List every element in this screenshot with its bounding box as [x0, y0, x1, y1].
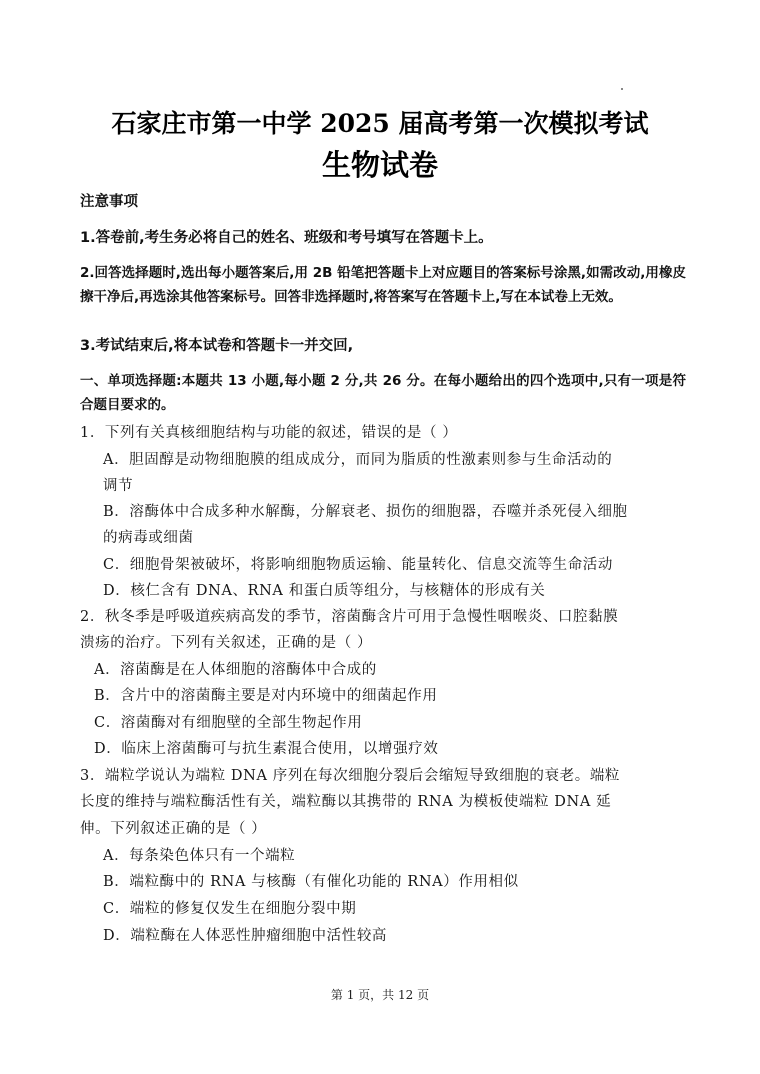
section-heading: 一、单项选择题:本题共 13 小题,每小题 2 分,共 26 分。在每小题给出的四个选项中,只有一项是符合题目要求的。: [80, 373, 686, 413]
question-3-option-d: D．端粒酶在人体恶性肿瘤细胞中活性较高: [103, 928, 388, 944]
notice-heading: 注意事项: [80, 194, 138, 210]
notice-item-1: 1.答卷前,考生务必将自己的姓名、班级和考号填写在答题卡上。: [80, 230, 493, 246]
notice-item-2: 2.回答选择题时,选出每小题答案后,用 2B 铅笔把答题卡上对应题目的答案标号涂黑,如需改动,用橡皮擦干净后,再选涂其他答案标号。回答非选择题时,将答案写在答题卡上,写在本试卷上无效。: [80, 265, 686, 305]
exam-subject-title: 生物试卷: [321, 148, 438, 182]
question-1-option-b-cont: 的病毒或细菌: [103, 530, 194, 546]
question-2-option-c: C．溶菌酶对有细胞壁的全部生物起作用: [94, 715, 363, 731]
question-1-option-d: D．核仁含有 DNA、RNA 和蛋白质等组分，与核糖体的形成有关: [103, 583, 546, 599]
notice-item-3: 3.考试结束后,将本试卷和答题卡一并交回,: [80, 338, 354, 354]
question-1-option-a-cont: 调节: [103, 478, 134, 494]
question-3-option-a: A．每条染色体只有一个端粒: [103, 848, 296, 864]
question-1-option-c: C．细胞骨架被破坏，将影响细胞物质运输、能量转化、信息交流等生命活动: [103, 557, 613, 573]
question-3-stem: 3．端粒学说认为端粒 DNA 序列在每次细胞分裂后会缩短导致细胞的衰老。端粒: [80, 768, 621, 784]
question-1-option-a: A．胆固醇是动物细胞膜的组成成分，而同为脂质的性激素则参与生命活动的: [103, 452, 613, 468]
question-3-option-c: C．端粒的修复仅发生在细胞分裂中期: [103, 901, 357, 917]
question-2-option-b: B．含片中的溶菌酶主要是对内环境中的细菌起作用: [94, 688, 438, 704]
question-1-stem: 1．下列有关真核细胞结构与功能的叙述，错误的是（ ）: [80, 425, 458, 441]
question-3-stem-cont-2: 伸。下列叙述正确的是（ ）: [80, 821, 267, 837]
page-number: 第 1 页，共 12 页: [330, 988, 430, 1002]
question-2-option-a: A．溶菌酶是在人体细胞的溶酶体中合成的: [94, 662, 377, 678]
question-1-option-b: B．溶酶体中合成多种水解酶，分解衰老、损伤的细胞器，吞噬并杀死侵入细胞: [103, 504, 628, 520]
question-2-stem-cont: 溃疡的治疗。下列有关叙述，正确的是（ ）: [80, 635, 373, 651]
question-3-option-b: B．端粒酶中的 RNA 与核酶（有催化功能的 RNA）作用相似: [103, 874, 519, 890]
question-2-option-d: D．临床上溶菌酶可与抗生素混合使用，以增强疗效: [94, 741, 439, 757]
question-3-stem-cont-1: 长度的维持与端粒酶活性有关，端粒酶以其携带的 RNA 为模板使端粒 DNA 延: [80, 794, 612, 810]
scan-speck: [621, 88, 623, 90]
question-2-stem: 2．秋冬季是呼吸道疾病高发的季节，溶菌酶含片可用于急慢性咽喉炎、口腔黏膜: [80, 609, 619, 625]
exam-title: 石家庄市第一中学 2025 届高考第一次模拟考试: [111, 109, 649, 138]
